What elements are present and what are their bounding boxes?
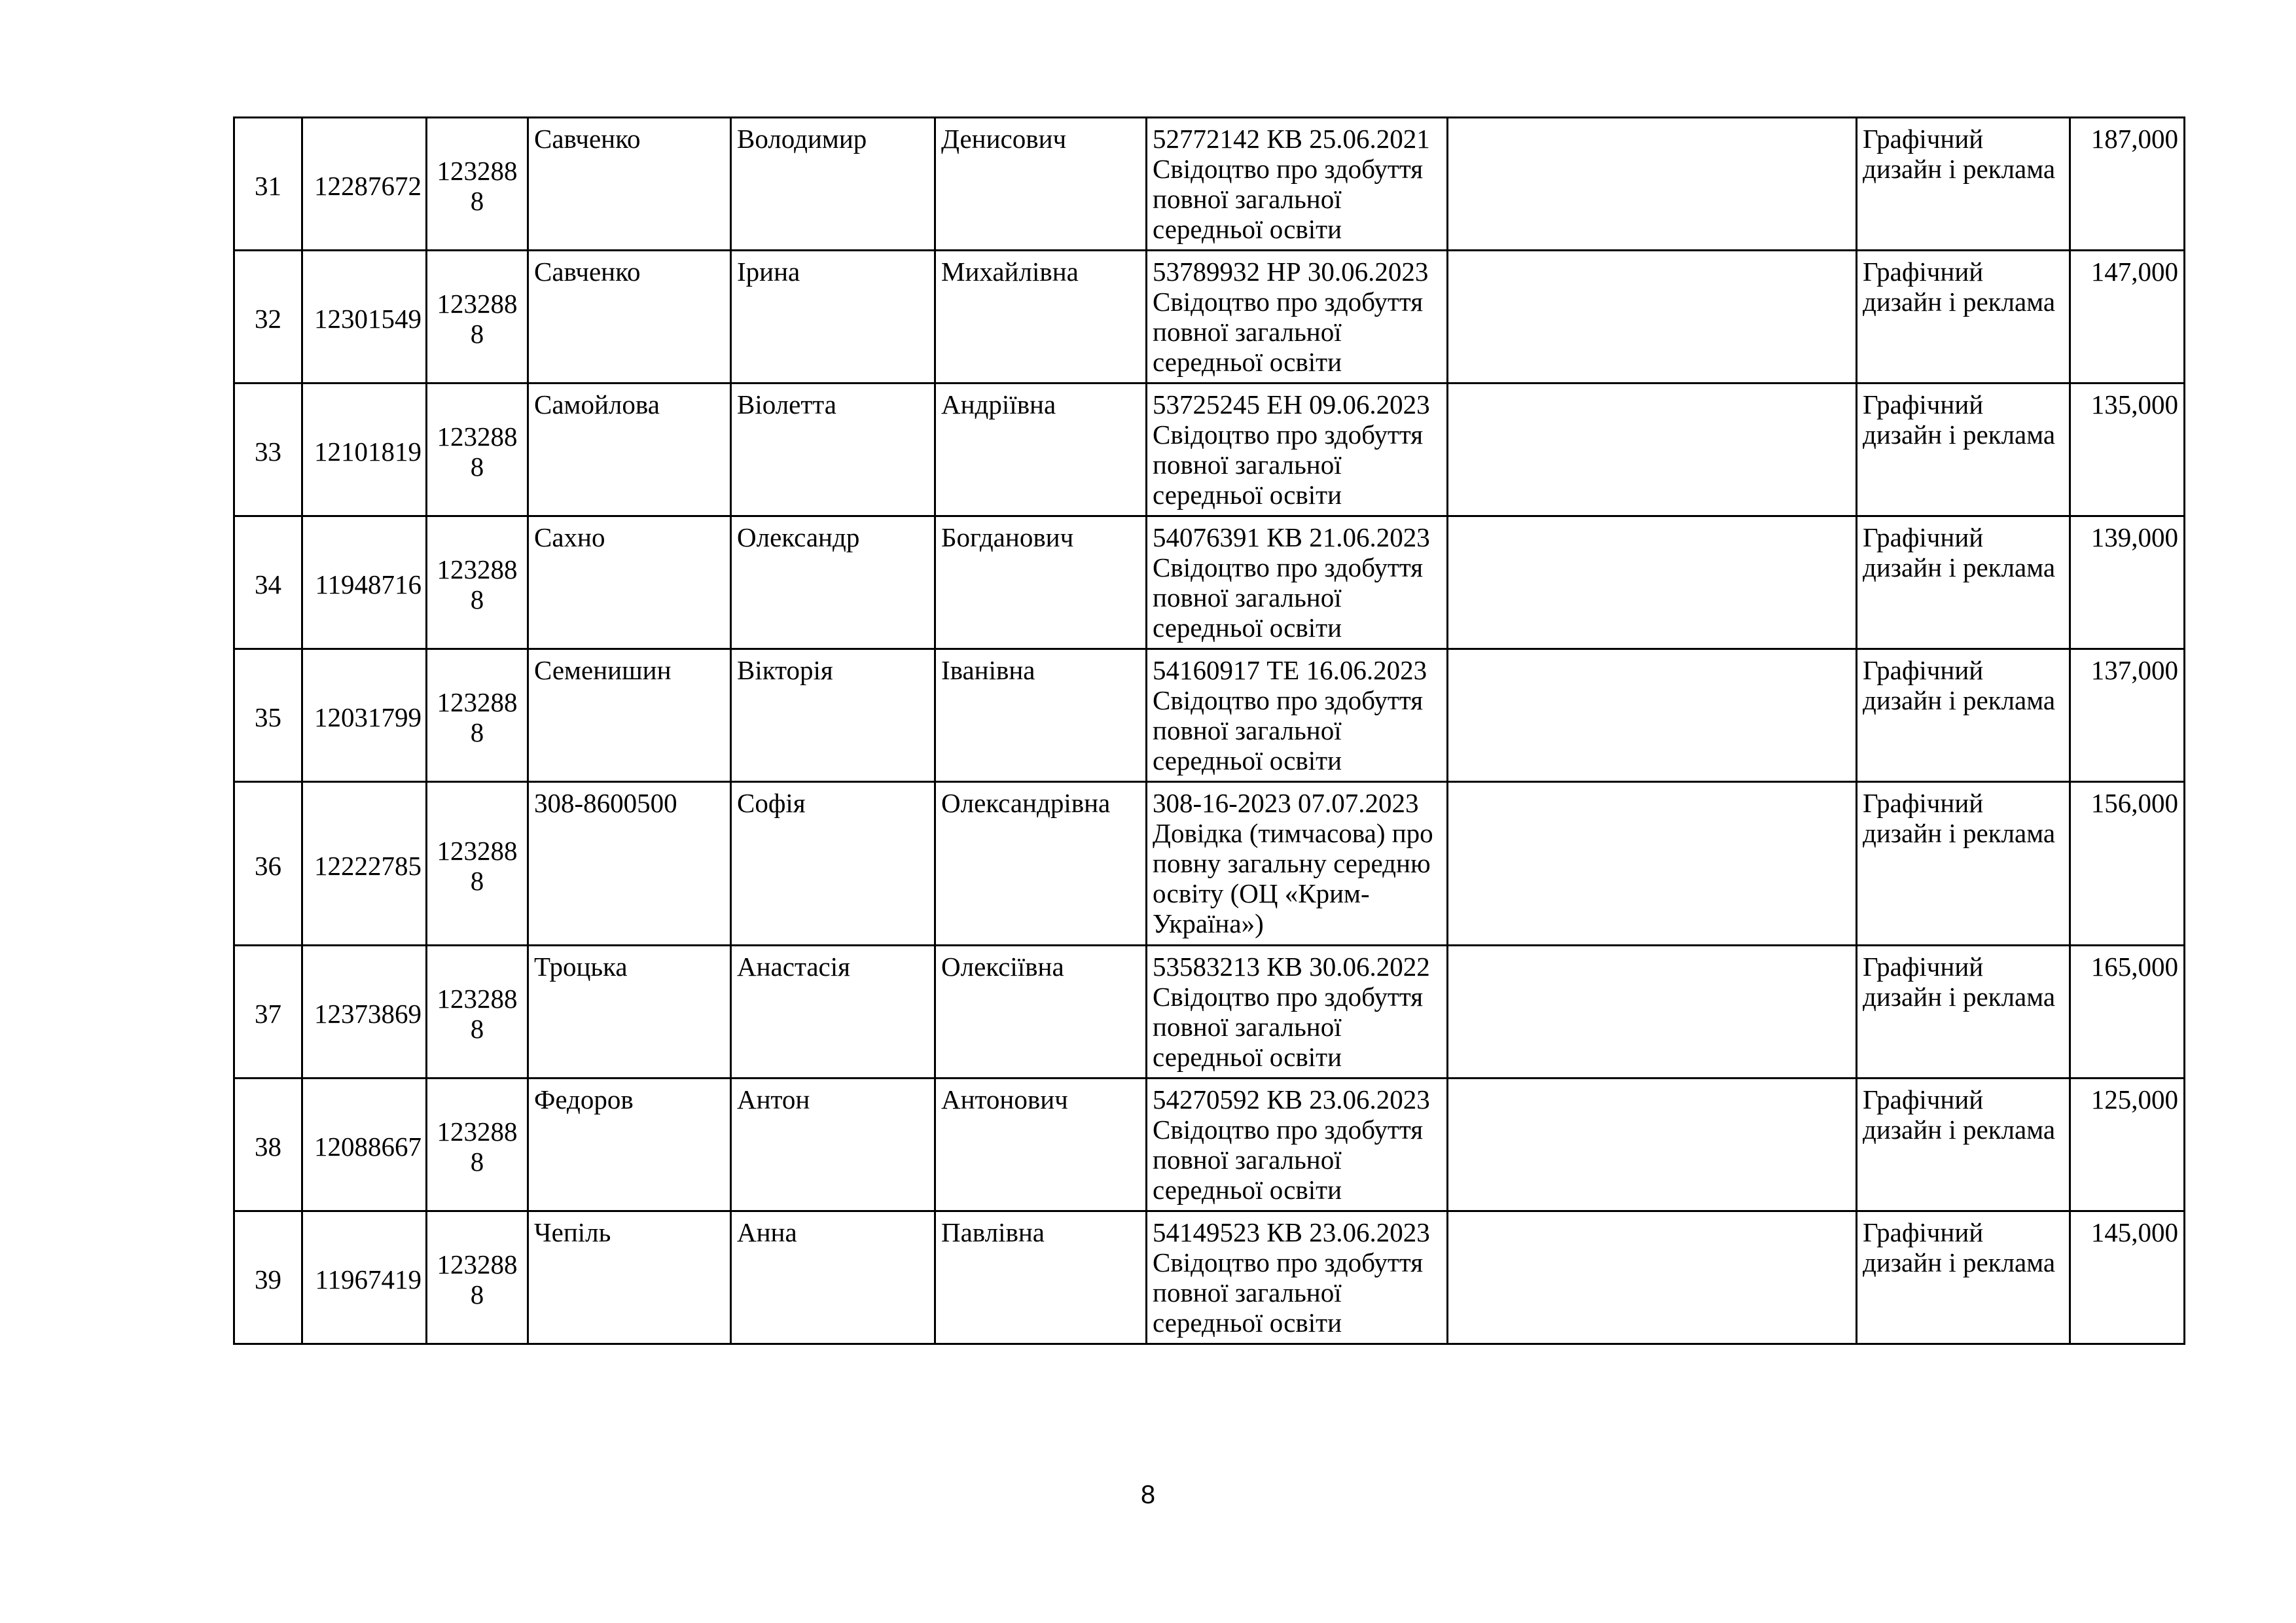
program-code bbox=[427, 251, 528, 383]
row-number bbox=[234, 649, 302, 782]
page-number: 8 bbox=[1140, 1480, 1156, 1509]
id-text: 12373869 bbox=[314, 999, 422, 1029]
num-text: 36 bbox=[255, 850, 281, 881]
specialty-cell bbox=[1857, 118, 2070, 251]
note-cell bbox=[1448, 118, 1857, 251]
score-text: 137,000 bbox=[2090, 655, 2178, 685]
note-cell bbox=[1448, 383, 1857, 516]
applicant-id bbox=[302, 782, 427, 946]
surname-text: Сахно bbox=[534, 522, 605, 552]
first-name-cell bbox=[731, 118, 935, 251]
applicant-id bbox=[302, 1211, 427, 1344]
surname-cell bbox=[528, 782, 731, 946]
document-text: 53789932 НР 30.06.2023 Свідоцтво про здобуття повної загальної середньої освіти bbox=[1153, 257, 1429, 377]
program-code bbox=[427, 1211, 528, 1344]
note-cell bbox=[1448, 1079, 1857, 1211]
surname-text: Троцька bbox=[534, 952, 628, 982]
specialty-text: Графічний дизайн і реклама bbox=[1863, 655, 2056, 715]
note-cell bbox=[1448, 782, 1857, 946]
program-code bbox=[427, 782, 528, 946]
score-cell bbox=[2070, 251, 2185, 383]
specialty-cell bbox=[1857, 251, 2070, 383]
applicant-id bbox=[302, 118, 427, 251]
num-text: 35 bbox=[255, 702, 281, 732]
row-number bbox=[234, 383, 302, 516]
document-text: 308-16-2023 07.07.2023 Довідка (тимчасова) про повну загальну середню освіту (ОЦ «Крим- Україна») bbox=[1153, 788, 1433, 938]
score-text: 125,000 bbox=[2090, 1084, 2178, 1115]
first-name-cell bbox=[731, 782, 935, 946]
patronymic-text: Олексіївна bbox=[941, 952, 1064, 982]
program-code bbox=[427, 516, 528, 649]
surname-cell bbox=[528, 946, 731, 1079]
num-text: 39 bbox=[255, 1264, 281, 1294]
surname-cell bbox=[528, 1211, 731, 1344]
patronymic-text: Іванівна bbox=[941, 655, 1035, 685]
row-number bbox=[234, 946, 302, 1079]
education-document-cell bbox=[1147, 1211, 1448, 1344]
code-text: 123288 8 bbox=[437, 554, 518, 615]
specialty-cell bbox=[1857, 516, 2070, 649]
applicant-id bbox=[302, 383, 427, 516]
specialty-cell bbox=[1857, 383, 2070, 516]
name-text: Ірина bbox=[737, 257, 800, 287]
first-name-cell bbox=[731, 649, 935, 782]
first-name-cell bbox=[731, 383, 935, 516]
name-text: Антон bbox=[737, 1084, 810, 1115]
document-text: 54160917 ТЕ 16.06.2023 Свідоцтво про здобуття повної загальної середньої освіти bbox=[1153, 655, 1427, 776]
program-code bbox=[427, 383, 528, 516]
score-cell bbox=[2070, 782, 2185, 946]
code-text: 123288 8 bbox=[437, 1249, 518, 1310]
row-number bbox=[234, 251, 302, 383]
table-body bbox=[234, 118, 2185, 1344]
id-text: 12287672 bbox=[314, 171, 422, 201]
document-text: 53583213 КВ 30.06.2022 Свідоцтво про здобуття повної загальної середньої освіти bbox=[1153, 952, 1430, 1072]
score-text: 145,000 bbox=[2090, 1217, 2178, 1247]
name-text: Віолетта bbox=[737, 389, 836, 419]
score-text: 139,000 bbox=[2090, 522, 2178, 552]
surname-text: Савченко bbox=[534, 257, 641, 287]
surname-text: 308-8600500 bbox=[534, 788, 677, 818]
code-text: 123288 8 bbox=[437, 1116, 518, 1177]
education-document-cell bbox=[1147, 118, 1448, 251]
applicant-id bbox=[302, 251, 427, 383]
score-text: 147,000 bbox=[2090, 257, 2178, 287]
score-cell bbox=[2070, 1211, 2185, 1344]
patronymic-cell bbox=[935, 118, 1147, 251]
table-row bbox=[234, 251, 2185, 383]
note-cell bbox=[1448, 251, 1857, 383]
score-cell bbox=[2070, 516, 2185, 649]
table-row bbox=[234, 118, 2185, 251]
specialty-text: Графічний дизайн і реклама bbox=[1863, 1084, 2056, 1145]
row-number bbox=[234, 118, 302, 251]
row-number bbox=[234, 782, 302, 946]
score-text: 135,000 bbox=[2090, 389, 2178, 419]
patronymic-cell bbox=[935, 782, 1147, 946]
document-text: 54076391 КВ 21.06.2023 Свідоцтво про здобуття повної загальної середньої освіти bbox=[1153, 522, 1430, 643]
table-row bbox=[234, 383, 2185, 516]
specialty-text: Графічний дизайн і реклама bbox=[1863, 257, 2056, 317]
table-row bbox=[234, 782, 2185, 946]
surname-cell bbox=[528, 251, 731, 383]
id-text: 12101819 bbox=[314, 437, 422, 467]
first-name-cell bbox=[731, 946, 935, 1079]
first-name-cell bbox=[731, 251, 935, 383]
id-text: 11967419 bbox=[315, 1264, 422, 1294]
id-text: 12031799 bbox=[314, 702, 422, 732]
first-name-cell bbox=[731, 1079, 935, 1211]
code-text: 123288 8 bbox=[437, 984, 518, 1044]
specialty-text: Графічний дизайн і реклама bbox=[1863, 124, 2056, 184]
name-text: Олександр bbox=[737, 522, 860, 552]
education-document-cell bbox=[1147, 1079, 1448, 1211]
applicants-table bbox=[233, 116, 2185, 1345]
patronymic-cell bbox=[935, 516, 1147, 649]
table-row bbox=[234, 946, 2185, 1079]
patronymic-cell bbox=[935, 649, 1147, 782]
name-text: Софія bbox=[737, 788, 806, 818]
specialty-text: Графічний дизайн і реклама bbox=[1863, 1217, 2056, 1277]
note-cell bbox=[1448, 516, 1857, 649]
patronymic-cell bbox=[935, 251, 1147, 383]
program-code bbox=[427, 649, 528, 782]
specialty-cell bbox=[1857, 1079, 2070, 1211]
code-text: 123288 8 bbox=[437, 421, 518, 482]
num-text: 38 bbox=[255, 1132, 281, 1162]
applicant-id bbox=[302, 649, 427, 782]
name-text: Анастасія bbox=[737, 952, 851, 982]
id-text: 12301549 bbox=[314, 304, 422, 334]
specialty-cell bbox=[1857, 1211, 2070, 1344]
specialty-cell bbox=[1857, 782, 2070, 946]
patronymic-text: Михайлівна bbox=[941, 257, 1079, 287]
specialty-text: Графічний дизайн і реклама bbox=[1863, 788, 2056, 848]
surname-cell bbox=[528, 649, 731, 782]
specialty-text: Графічний дизайн і реклама bbox=[1863, 522, 2056, 582]
patronymic-text: Богданович bbox=[941, 522, 1074, 552]
surname-cell bbox=[528, 516, 731, 649]
num-text: 34 bbox=[255, 569, 281, 599]
note-cell bbox=[1448, 1211, 1857, 1344]
table-row bbox=[234, 1211, 2185, 1344]
patronymic-text: Олександрівна bbox=[941, 788, 1111, 818]
score-cell bbox=[2070, 118, 2185, 251]
program-code bbox=[427, 118, 528, 251]
score-cell bbox=[2070, 946, 2185, 1079]
score-cell bbox=[2070, 649, 2185, 782]
num-text: 32 bbox=[255, 304, 281, 334]
patronymic-text: Денисович bbox=[941, 124, 1067, 154]
id-text: 12088667 bbox=[314, 1132, 422, 1162]
score-cell bbox=[2070, 1079, 2185, 1211]
num-text: 37 bbox=[255, 999, 281, 1029]
surname-text: Федоров bbox=[534, 1084, 634, 1115]
row-number bbox=[234, 1211, 302, 1344]
score-cell bbox=[2070, 383, 2185, 516]
education-document-cell bbox=[1147, 251, 1448, 383]
education-document-cell bbox=[1147, 516, 1448, 649]
patronymic-cell bbox=[935, 946, 1147, 1079]
patronymic-cell bbox=[935, 1211, 1147, 1344]
education-document-cell bbox=[1147, 946, 1448, 1079]
patronymic-cell bbox=[935, 383, 1147, 516]
patronymic-text: Антонович bbox=[941, 1084, 1068, 1115]
education-document-cell bbox=[1147, 383, 1448, 516]
score-text: 187,000 bbox=[2090, 124, 2178, 154]
patronymic-text: Андріївна bbox=[941, 389, 1056, 419]
applicant-id bbox=[302, 516, 427, 649]
patronymic-cell bbox=[935, 1079, 1147, 1211]
surname-cell bbox=[528, 383, 731, 516]
row-number bbox=[234, 1079, 302, 1211]
program-code bbox=[427, 1079, 528, 1211]
code-text: 123288 8 bbox=[437, 687, 518, 747]
name-text: Анна bbox=[737, 1217, 797, 1247]
code-text: 123288 8 bbox=[437, 156, 518, 216]
table-row bbox=[234, 649, 2185, 782]
table-row bbox=[234, 516, 2185, 649]
surname-cell bbox=[528, 1079, 731, 1211]
education-document-cell bbox=[1147, 649, 1448, 782]
surname-text: Семенишин bbox=[534, 655, 672, 685]
patronymic-text: Павлівна bbox=[941, 1217, 1045, 1247]
score-text: 156,000 bbox=[2090, 788, 2178, 818]
code-text: 123288 8 bbox=[437, 835, 518, 896]
specialty-cell bbox=[1857, 649, 2070, 782]
name-text: Володимир bbox=[737, 124, 867, 154]
id-text: 12222785 bbox=[314, 850, 422, 881]
surname-cell bbox=[528, 118, 731, 251]
specialty-text: Графічний дизайн і реклама bbox=[1863, 952, 2056, 1012]
id-text: 11948716 bbox=[315, 569, 422, 599]
surname-text: Самойлова bbox=[534, 389, 660, 419]
first-name-cell bbox=[731, 516, 935, 649]
education-document-cell bbox=[1147, 782, 1448, 946]
code-text: 123288 8 bbox=[437, 289, 518, 349]
score-text: 165,000 bbox=[2090, 952, 2178, 982]
num-text: 31 bbox=[255, 171, 281, 201]
num-text: 33 bbox=[255, 437, 281, 467]
surname-text: Чепіль bbox=[534, 1217, 611, 1247]
name-text: Вікторія bbox=[737, 655, 833, 685]
applicant-id bbox=[302, 1079, 427, 1211]
document-text: 53725245 ЕН 09.06.2023 Свідоцтво про здобуття повної загальної середньої освіти bbox=[1153, 389, 1430, 510]
specialty-cell bbox=[1857, 946, 2070, 1079]
document-text: 52772142 КВ 25.06.2021 Свідоцтво про здобуття повної загальної середньої освіти bbox=[1153, 124, 1430, 244]
first-name-cell bbox=[731, 1211, 935, 1344]
document-text: 54270592 КВ 23.06.2023 Свідоцтво про здобуття повної загальної середньої освіти bbox=[1153, 1084, 1430, 1205]
row-number bbox=[234, 516, 302, 649]
table-row bbox=[234, 1079, 2185, 1211]
note-cell bbox=[1448, 946, 1857, 1079]
applicant-id bbox=[302, 946, 427, 1079]
program-code bbox=[427, 946, 528, 1079]
note-cell bbox=[1448, 649, 1857, 782]
specialty-text: Графічний дизайн і реклама bbox=[1863, 389, 2056, 450]
document-text: 54149523 КВ 23.06.2023 Свідоцтво про здобуття повної загальної середньої освіти bbox=[1153, 1217, 1430, 1338]
surname-text: Савченко bbox=[534, 124, 641, 154]
